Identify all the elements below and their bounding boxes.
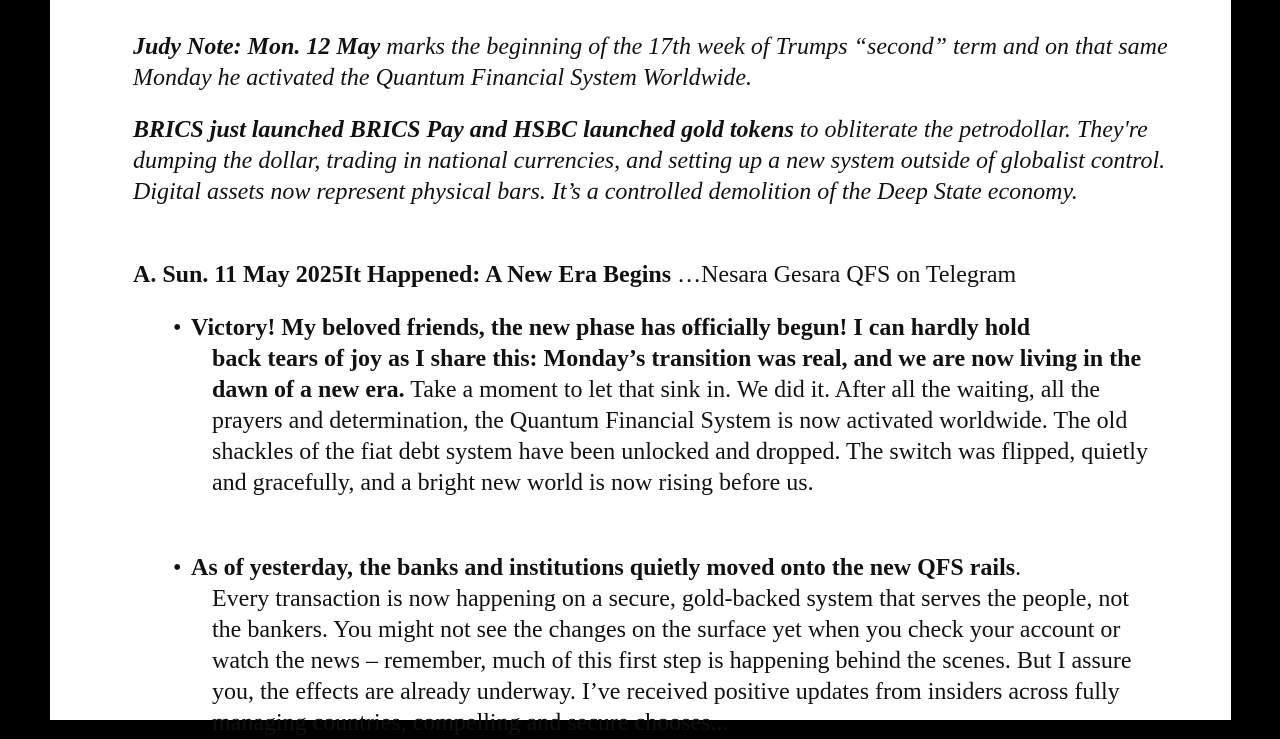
section-heading [133,260,1016,291]
list-item-text: Take a moment to let that sink in. We did it. After all the waiting, all the prayers and determination, the Quantum Financial System is now activated worldwide. The old shackles of the fiat debt system have been unlocked and dropped. The switch was flipped, quietly and gracefully, and a bright new world is now rising before us. [212,377,1148,496]
list-item-first-tail: . [1015,555,1022,581]
section-source: …Nesara Gesara QFS on Telegram [671,262,1017,288]
list-item [173,313,1153,499]
list-item-body [173,344,1153,499]
bullet-icon: • [173,315,182,341]
judy-note-lead: Judy Note: Mon. 12 May [133,34,381,60]
brics-paragraph [133,115,1183,208]
list-item-bold-first-line: Victory! My beloved friends, the new phase has officially begun! I can hardly hold [191,315,1031,341]
list-item [173,553,1153,739]
judy-note-paragraph [133,32,1183,94]
document-page [50,0,1231,736]
judy-note-text: marks the beginning of the 17th week of Trumps “second” term and on that same Monday he activated the Quantum Financial System Worldwide. [133,34,1168,91]
bullet-icon: • [173,555,182,581]
list-item-bold-text: back tears of joy as I share this: Monday’s transition was real, and we are now living in the dawn of a new era. [212,346,1142,403]
list-item-first-line [173,553,1153,584]
list-item-text: Every transaction is now happening on a secure, gold-backed system that serves the people, not the bankers. You might not see the changes on the surface yet when you check your account or watch the news – remember, much of this first step is happening behind the scenes. But I assure you, the effects are already underway. I’ve received positive updates from insiders across fully managing countries, compelling and secure chooses... [212,586,1132,736]
section-title: A. Sun. 11 May 2025It Happened: A New Era Begins [133,262,672,288]
brics-lead: BRICS just launched BRICS Pay and HSBC launched gold tokens [133,117,794,143]
list-item-bold-text: As of yesterday, the banks and institutions quietly moved onto the new QFS rails [191,555,1016,581]
brics-text: to obliterate the petrodollar. They're dumping the dollar, trading in national currencies, and setting up a new system outside of globalist control. Digital assets now represent physical bars. It’s a controlled demolition of the Deep State economy. [133,117,1166,205]
